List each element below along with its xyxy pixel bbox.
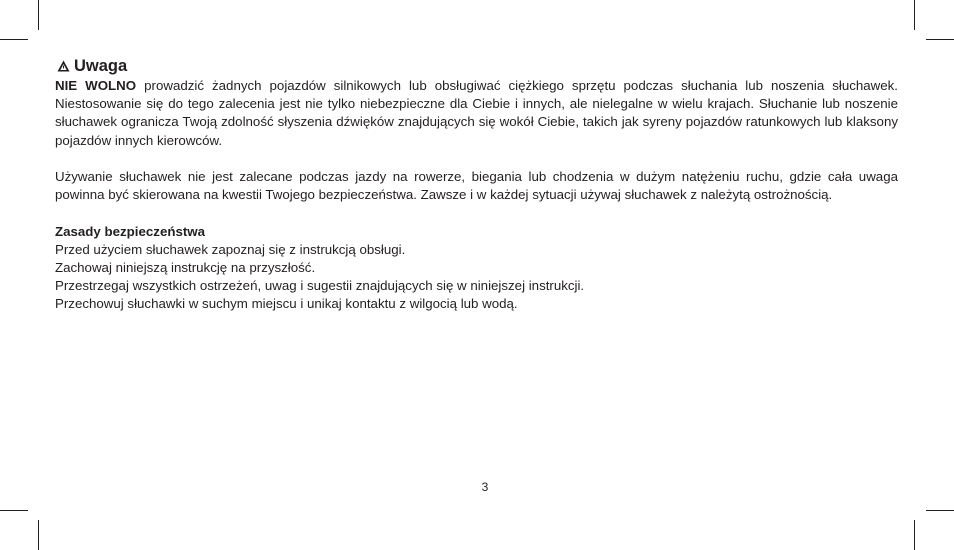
warning-paragraph-text: prowadzić żadnych pojazdów silnikowych lub obsługiwać ciężkiego sprzętu podczas słuchania lub noszenia słuchawek. Niestosowanie się do tego zalecenia jest nie tylko niebezpieczne dla Ciebie i innych, ale nielegalne w wielu krajach. Słuchanie lub noszenie słuchawek ogranicza Twoją zdolność słyszenia dźwięków znajdujących się wokół Ciebie, takich jak syreny pojazdów ratunkowych lub klaksony pojazdów innych kierowców. <box>55 78 899 148</box>
safety-line: Przed użyciem słuchawek zapoznaj się z instrukcją obsługi. <box>55 241 406 257</box>
crop-mark-top-right-horizontal <box>926 39 954 40</box>
crop-mark-top-right <box>914 0 915 30</box>
warning-paragraph <box>55 77 898 150</box>
crop-mark-bottom-left <box>38 520 39 550</box>
warning-title: Uwaga <box>74 57 128 75</box>
crop-mark-bottom-right-horizontal <box>926 510 954 511</box>
warning-lead: NIE WOLNO <box>55 78 137 93</box>
warning-triangle-icon <box>57 60 70 72</box>
safety-title: Zasady bezpieczeństwa <box>55 223 206 239</box>
page-number: 3 <box>481 480 489 494</box>
crop-mark-bottom-left-horizontal <box>0 510 28 511</box>
safety-line: Zachowaj niniejszą instrukcję na przyszłość. <box>55 260 316 275</box>
crop-mark-top-left-horizontal <box>0 39 28 40</box>
crop-mark-bottom-right <box>914 520 915 550</box>
safety-line: Przestrzegaj wszystkich ostrzeżeń, uwag i sugestii znajdujących się w niniejszej instrukcji. <box>55 278 585 294</box>
cycling-paragraph: Używanie słuchawek nie jest zalecane podczas jazdy na rowerze, biegania lub chodzenia w dużym natężeniu ruchu, gdzie cała uwaga powinna być skierowana na kwestii Twojego bezpieczeństwa. Zawsze i w każdej sytuacji używaj słuchawek z należytą ostrożnością. <box>55 169 898 203</box>
crop-mark-top-left <box>38 0 39 30</box>
document-body <box>55 56 898 314</box>
warning-heading <box>55 56 898 76</box>
safety-line: Przechowuj słuchawki w suchym miejscu i unikaj kontaktu z wilgocią lub wodą. <box>55 296 518 312</box>
